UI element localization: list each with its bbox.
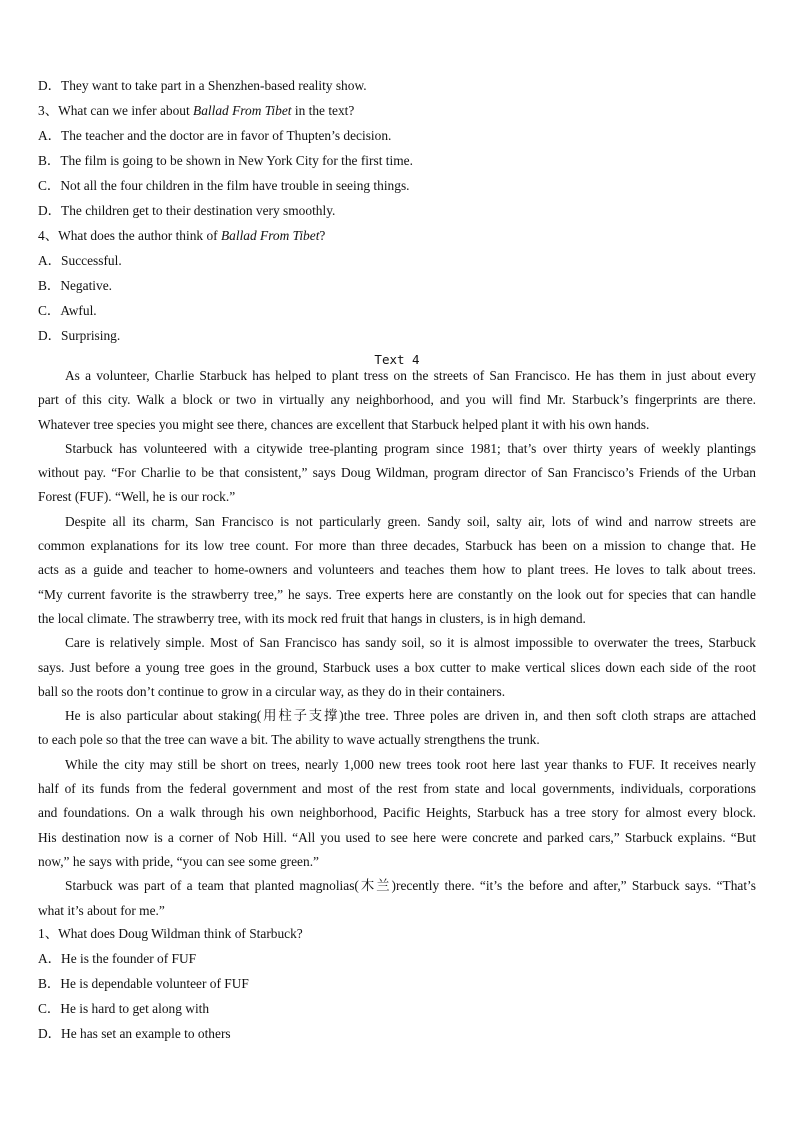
passage-line: to each pole so that the tree can wave a bit. The ability to wave actually strengthens the trunk.	[38, 732, 540, 748]
passage-line: Forest (FUF). “Well, he is our rock.”	[38, 489, 236, 505]
passage-line: While the city may still be short on trees, nearly 1,000 new trees took root here last year thanks to FUF. It receives nearly	[65, 756, 756, 772]
text4-questions	[38, 921, 756, 1046]
q3-option-c: C．Not all the four children in the film have trouble in seeing things.	[38, 178, 410, 193]
passage-line: Whatever tree species you might see there, chances are excellent that Starbuck helped plant it with his own hands.	[38, 416, 650, 432]
passage-line: acts as a guide and teacher to home-owners and volunteers and teaches them how to plant trees. He loves to talk about trees.	[38, 562, 756, 578]
passage-line: Care is relatively simple. Most of San Francisco has sandy soil, so it is almost impossible to overwater the trees, Starbuck	[65, 635, 756, 651]
q3-option-d: D．The children get to their destination very smoothly.	[38, 203, 336, 218]
passage-line: common explanations for its low tree count. For more than three decades, Starbuck has been on a mission to change that. He	[38, 538, 756, 554]
q2-option-d: D．They want to take part in a Shenzhen-based reality show.	[38, 78, 367, 93]
passage-line: without pay. “For Charlie to be that consistent,” says Doug Wildman, program director of San Francisco’s Friends of the Urban	[38, 465, 756, 481]
t4q1-option-d: D．He has set an example to others	[38, 1026, 231, 1041]
q3-title: Ballad From Tibet	[193, 103, 292, 118]
q4-title: Ballad From Tibet	[220, 228, 320, 243]
t4q1-option-c: C．He is hard to get along with	[38, 1001, 210, 1016]
passage-line: He is also particular about staking(用柱子支撑)the tree. Three poles are driven in, and then soft cloth straps are attached	[65, 708, 756, 724]
passage-line: As a volunteer, Charlie Starbuck has helped to plant tress on the streets of San Francisco. He has them in just about every	[65, 368, 756, 383]
q4-prefix: 4、What does the author think of	[38, 228, 221, 243]
text4-heading: Text 4	[374, 352, 420, 367]
passage-line: half of its funds from the federal government and most of the rest from state and local governments, individuals, corporations	[38, 781, 756, 797]
passage-line: the local climate. The strawberry tree, with its mock red fruit that hangs in clusters, is in high demand.	[38, 610, 586, 626]
passage-line: now,” he says with pride, “you can see some green.”	[38, 853, 319, 869]
passage-line: says. Just before a young tree goes in the ground, Starbuck uses a box cutter to make vertical slices down each side of the root	[38, 659, 756, 675]
t4q1-option-a: A．He is the founder of FUF	[38, 951, 197, 966]
t4q1-option-b: B．He is dependable volunteer of FUF	[38, 976, 249, 991]
passage-line: “My current favorite is the strawberry tree,” he says. Tree experts here are constantly on the look out for species that can handle	[38, 586, 756, 602]
passage-line: Starbuck has volunteered with a citywide tree-planting program since 1981; that’s over thirty years of weekly plantings	[65, 440, 756, 456]
q4-option-b: B．Negative.	[38, 278, 113, 293]
passage-line: His destination now is a corner of Nob Hill. “All you used to see here were concrete and parked cars,” Starbuck explains. “But	[38, 829, 756, 845]
q3-suffix: in the text?	[291, 103, 355, 118]
q4-option-d: D．Surprising.	[38, 328, 121, 343]
passage-line: Starbuck was part of a team that planted magnolias(木兰)recently there. “it’s the before and after,” Starbuck says. “That’s	[65, 878, 756, 894]
q3-option-b: B．The film is going to be shown in New York City for the first time.	[38, 153, 413, 168]
text4-passage	[38, 364, 756, 923]
passage-line: and foundations. On a walk through his own neighborhood, Pacific Heights, Starbuck has a tree story for almost every block.	[38, 805, 756, 821]
q3-prefix: 3、What can we infer about	[38, 103, 194, 118]
passage-line: part of this city. Walk a block or two in virtually any neighborhood, and you will find Mr. Starbuck’s fingerprints are there.	[38, 392, 756, 408]
question-3	[38, 98, 756, 123]
passage-line: what it’s about for me.”	[38, 902, 165, 918]
q4-option-c: C．Awful.	[38, 303, 97, 318]
question-4	[38, 223, 756, 248]
previous-questions	[38, 73, 756, 348]
passage-line: ball so the roots don’t continue to grow in a circular way, as they do in their containers.	[38, 683, 506, 699]
passage-line: Despite all its charm, San Francisco is not particularly green. Sandy soil, salty air, lots of wind and narrow streets are	[65, 513, 756, 529]
q4-suffix: ?	[319, 228, 326, 243]
q4-option-a: A．Successful.	[38, 253, 122, 268]
text4-question-1: 1、What does Doug Wildman think of Starbuck?	[38, 926, 303, 941]
q3-option-a: A．The teacher and the doctor are in favor of Thupten’s decision.	[38, 128, 392, 143]
